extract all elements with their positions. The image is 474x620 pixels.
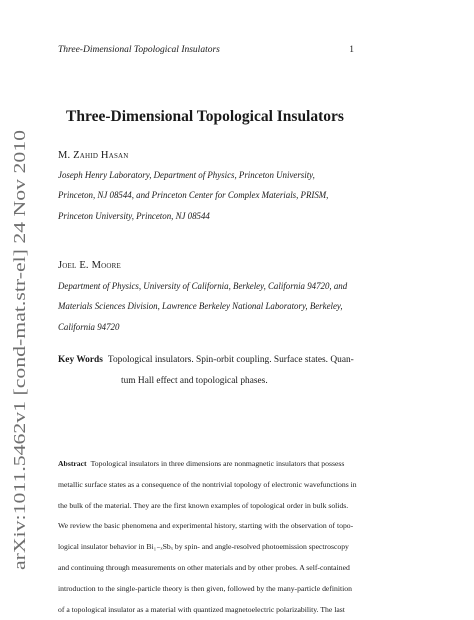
arxiv-stamp [6,125,32,570]
affiliation-line: California 94720 [58,321,120,332]
abstract-line: introduction to the single-particle theory is then given, followed by the many-particle definition [58,583,352,593]
abstract-line: metallic surface states as a consequence of the nontrivial topology of electronic wavefunctions in [58,479,357,489]
arxiv-stamp-text: arXiv:1011.5462v1 [cond-mat.str-el] 24 Nov 2010 [10,226,29,570]
author-name: Joel E. Moore [58,260,121,271]
affiliation-line: Department of Physics, University of California, Berkeley, California 94720, and [58,281,348,291]
running-head [58,45,354,55]
keywords-label: Key Words [58,355,103,365]
author-affiliation [58,165,358,226]
abstract-line: Topological insulators in three dimensions are nonmagnetic insulators that possess [90,459,345,468]
abstract-line: We review the basic phenomena and experimental history, starting with the observation of topo- [58,521,354,531]
abstract-section [58,454,358,620]
paper-title: Three-Dimensional Topological Insulators [66,108,344,125]
affiliation-line: Princeton, NJ 08544, and Princeton Center for Complex Materials, PRISM, [58,190,329,201]
affiliation-line: Joseph Henry Laboratory, Department of Physics, Princeton University, [58,170,315,180]
abstract-line: logical insulator behavior in Bi₁₋ₓSbₓ by spin- and angle-resolved photoemission spectroscopy [58,542,349,552]
running-head-title: Three-Dimensional Topological Insulators [58,45,220,55]
keywords-text: Topological insulators. Spin-orbit coupling. Surface states. Quan- [107,355,354,365]
affiliation-line: Materials Sciences Division, Lawrence Berkeley National Laboratory, Berkeley, [58,301,343,312]
keywords-text: tum Hall effect and topological phases. [121,375,268,386]
abstract-line: the bulk of the material. They are the first known examples of topological order in bulk solids. [58,500,349,510]
author-affiliation [58,276,358,337]
keywords-section [58,350,358,391]
author-name: M. Zahid Hasan [58,150,129,161]
affiliation-line: Princeton University, Princeton, NJ 08544 [58,210,210,221]
abstract-line: and continuing through measurements on other materials and by other probes. A self-contained [58,562,350,572]
abstract-line: of a topological insulator as a material with quantized magnetoelectric polarizability. The last [58,604,345,614]
abstract-label: Abstract [58,459,87,468]
page-number: 1 [349,45,354,55]
